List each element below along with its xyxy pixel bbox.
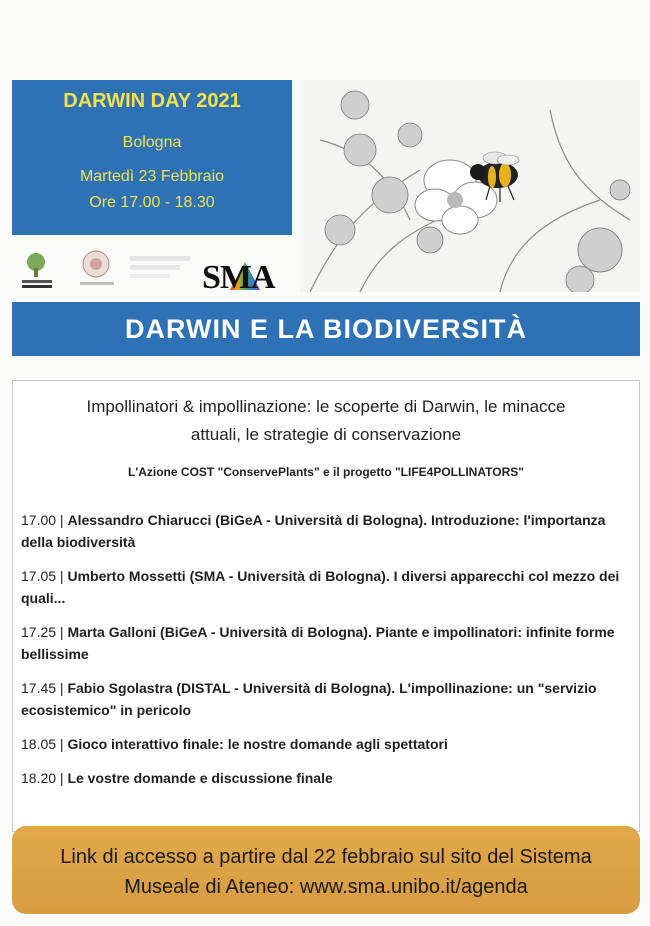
agenda-time: 17.45 | (21, 680, 64, 696)
event-time: Ore 17.00 - 18.30 (89, 194, 215, 211)
agenda-time: 17.25 | (21, 624, 64, 640)
agenda-item (21, 677, 627, 721)
agenda-item (21, 509, 627, 553)
event-title-box (12, 80, 292, 235)
access-link-footer (12, 826, 640, 914)
sma-logo (200, 256, 290, 296)
agenda-desc: Marta Galloni (BiGeA - Università di Bologna). Piante e impollinatori: infinite forme bellissime (21, 624, 615, 662)
agenda-time: 17.00 | (21, 512, 64, 528)
event-date: Martedì 23 Febbraio (79, 168, 225, 185)
footer-line-1: Link di accesso a partire dal 22 febbraio sul sito del Sistema (60, 846, 592, 868)
agenda-time: 18.20 | (21, 770, 64, 786)
tree-logo-icon (22, 253, 52, 288)
agenda-desc: Le vostre domande e discussione finale (67, 770, 333, 786)
cost-line: L'Azione COST "ConservePlants" e il progetto "LIFE4POLLINATORS" (128, 465, 524, 479)
flower-bee-illustration (300, 80, 640, 292)
program-subtitle (33, 393, 619, 449)
university-seal-icon (80, 251, 114, 285)
svg-text:SMA: SMA (202, 259, 275, 296)
agenda-desc: Alessandro Chiarucci (BiGeA - Università di Bologna). Introduzione: l'importanza della biodiversità (21, 512, 606, 550)
agenda-list (21, 509, 627, 801)
event-city: Bologna (122, 134, 182, 151)
main-banner: DARWIN E LA BIODIVERSITÀ (12, 302, 640, 356)
faded-logo-icon (130, 256, 190, 278)
event-title: DARWIN DAY 2021 (63, 90, 241, 112)
agenda-time: 18.05 | (21, 736, 64, 752)
agenda-item (21, 621, 627, 665)
program-box (12, 380, 640, 832)
agenda-item (21, 565, 627, 609)
agenda-time: 17.05 | (21, 568, 64, 584)
subtitle-line-2: attuali, le strategie di conservazione (190, 425, 462, 444)
agenda-desc: Fabio Sgolastra (DISTAL - Università di Bologna). L'impollinazione: un "servizio ecosistemico" in pericolo (21, 680, 597, 718)
subtitle-line-1: Impollinatori & impollinazione: le scoperte di Darwin, le minacce (86, 397, 566, 416)
agenda-item (21, 733, 627, 755)
agenda-desc: Gioco interattivo finale: le nostre domande agli spettatori (67, 736, 448, 752)
agenda-item (21, 767, 627, 789)
footer-line-2: Museale di Ateneo: www.sma.unibo.it/agenda (124, 876, 528, 898)
agenda-desc: Umberto Mossetti (SMA - Università di Bologna). I diversi apparecchi col mezzo dei quali... (21, 568, 620, 606)
